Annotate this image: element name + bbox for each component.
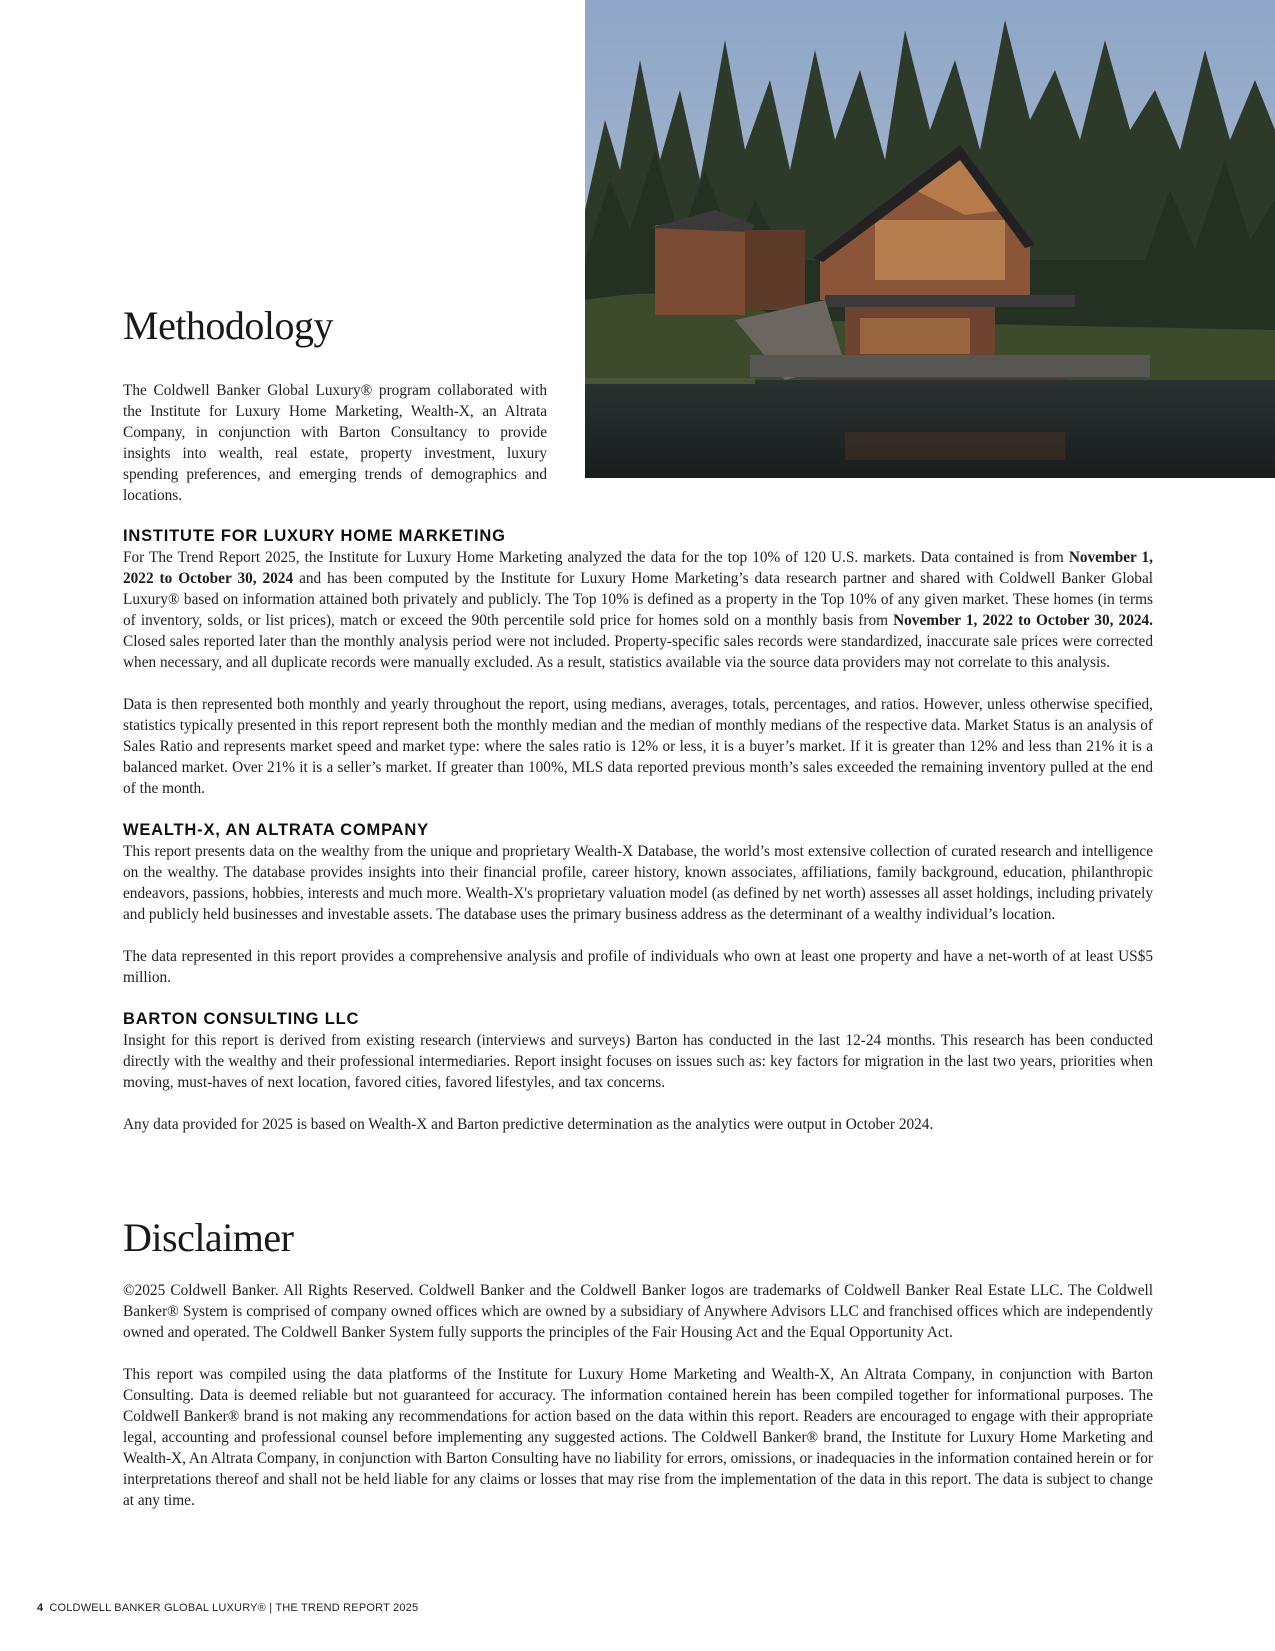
ilhm-text-2: and has been computed by the Institute for Luxury Home Marketing’s data research partner and shared with Coldwell Banker Global Luxury® based on information attained both privately and publicly. The Top 10% is defined as a property in the Top 10% of any given market. These homes (in terms of inventory, solds, or list prices), match or exceed the 90th percentile sold price for homes sold on a monthly basis from <box>123 570 1153 629</box>
section-heading-barton: BARTON CONSULTING LLC <box>123 1010 360 1028</box>
section-heading-ilhm: INSTITUTE FOR LUXURY HOME MARKETING <box>123 527 506 545</box>
methodology-intro: The Coldwell Banker Global Luxury® program collaborated with the Institute for Luxury Home Marketing, Wealth-X, an Altrata Company, in conjunction with Barton Consultancy to provide insights into wealth, real estate, property investment, luxury spending preferences, and emerging trends of demographics and locations. <box>123 382 547 504</box>
wealthx-paragraph-2: The data represented in this report provides a comprehensive analysis and profile of individuals who own at least one property and have a net-worth of at least US$5 million. <box>123 948 1153 986</box>
wealthx-paragraph-1: This report presents data on the wealthy from the unique and proprietary Wealth-X Database, the world’s most extensive collection of curated research and intelligence on the wealthy. The database provides insights into their financial profile, career history, known associates, affiliations, family background, education, philanthropic endeavors, passions, hobbies, interests and much more. Wealth-X's proprietary valuation model (as defined by net worth) assesses all asset holdings, including privately and publicly held businesses and investable assets. The database uses the primary business address as the determinant of a wealthy individual’s location. <box>123 843 1153 923</box>
ilhm-date-range-2: November 1, 2022 to October 30, 2024. <box>893 612 1153 629</box>
methodology-sections <box>123 526 1153 1156</box>
barton-paragraph-2: Any data provided for 2025 is based on Wealth-X and Barton predictive determination as the analytics were output in October 2024. <box>123 1116 934 1133</box>
disclaimer-paragraph-2: This report was compiled using the data platforms of the Institute for Luxury Home Marketing and Wealth-X, An Altrata Company, in conjunction with Barton Consulting. Data is deemed reliable but not guaranteed for accuracy. The information contained herein has been compiled together for informational purposes. The Coldwell Banker® brand is not making any recommendations for action based on the data within this report. Readers are encouraged to engage with their appropriate legal, accounting and professional counsel before implementing any suggested actions. The Coldwell Banker® brand, the Institute for Luxury Home Marketing and Wealth-X, An Altrata Company, in conjunction with Barton Consulting have no liability for errors, omissions, or inadequacies in the information contained herein or for interpretations thereof and shall not be held liable for any claims or losses that may rise from the implementation of the data in this report. The data is subject to change at any time. <box>123 1366 1153 1509</box>
ilhm-paragraph-2: Data is then represented both monthly and yearly throughout the report, using medians, averages, totals, percentages, and ratios. However, unless otherwise specified, statistics typically presented in this report represent both the monthly median and the median of monthly medians of the respective data. Market Status is an analysis of Sales Ratio and represents market speed and market type: where the sales ratio is 12% or less, it is a buyer’s market. If it is greater than 12% and less than 21% it is a balanced market. Over 21% it is a seller’s market. If greater than 100%, MLS data reported previous month’s sales exceeded the remaining inventory pulled at the end of the month. <box>123 696 1153 797</box>
disclaimer-body <box>123 1280 1153 1532</box>
methodology-title: Methodology <box>123 303 334 348</box>
ilhm-text-3: Closed sales reported later than the monthly analysis period were not included. Property-specific sales records were standardized, inaccurate sale prices were corrected when necessary, and all duplicate records were manually excluded. As a result, statistics available via the source data providers may not correlate to this analysis. <box>123 633 1153 671</box>
footer-text: COLDWELL BANKER GLOBAL LUXURY® | THE TREND REPORT 2025 <box>49 1602 419 1614</box>
disclaimer-paragraph-1: ©2025 Coldwell Banker. All Rights Reserved. Coldwell Banker and the Coldwell Banker logos are trademarks of Coldwell Banker Real Estate LLC. The Coldwell Banker® System is comprised of company owned offices which are owned by a subsidiary of Anywhere Advisors LLC and franchised offices which are independently owned and operated. The Coldwell Banker System fully supports the principles of the Fair Housing Act and the Equal Opportunity Act. <box>123 1282 1153 1341</box>
lakeside-cabin-illustration <box>585 0 1275 478</box>
page-number: 4 <box>37 1602 44 1614</box>
disclaimer-title: Disclaimer <box>123 1215 294 1260</box>
ilhm-date-range-1: November 1, 2022 to October 30, 2024 <box>123 549 1154 587</box>
ilhm-text-1: For The Trend Report 2025, the Institute for Luxury Home Marketing analyzed the data for the top 10% of 120 U.S. markets. Data contained is from <box>123 549 1069 566</box>
ilhm-paragraph-1 <box>123 547 1153 673</box>
hero-photo <box>585 0 1275 478</box>
section-heading-wealthx: WEALTH-X, AN ALTRATA COMPANY <box>123 821 429 839</box>
barton-paragraph-1: Insight for this report is derived from existing research (interviews and surveys) Barton has conducted in the last 12-24 months. This research has been conducted directly with the wealthy and their professional intermediaries. Report insight focuses on issues such as: key factors for migration in the last two years, priorities when moving, must-haves of next location, favored cities, favored lifestyles, and tax concerns. <box>123 1032 1153 1091</box>
page-footer <box>37 1602 418 1614</box>
